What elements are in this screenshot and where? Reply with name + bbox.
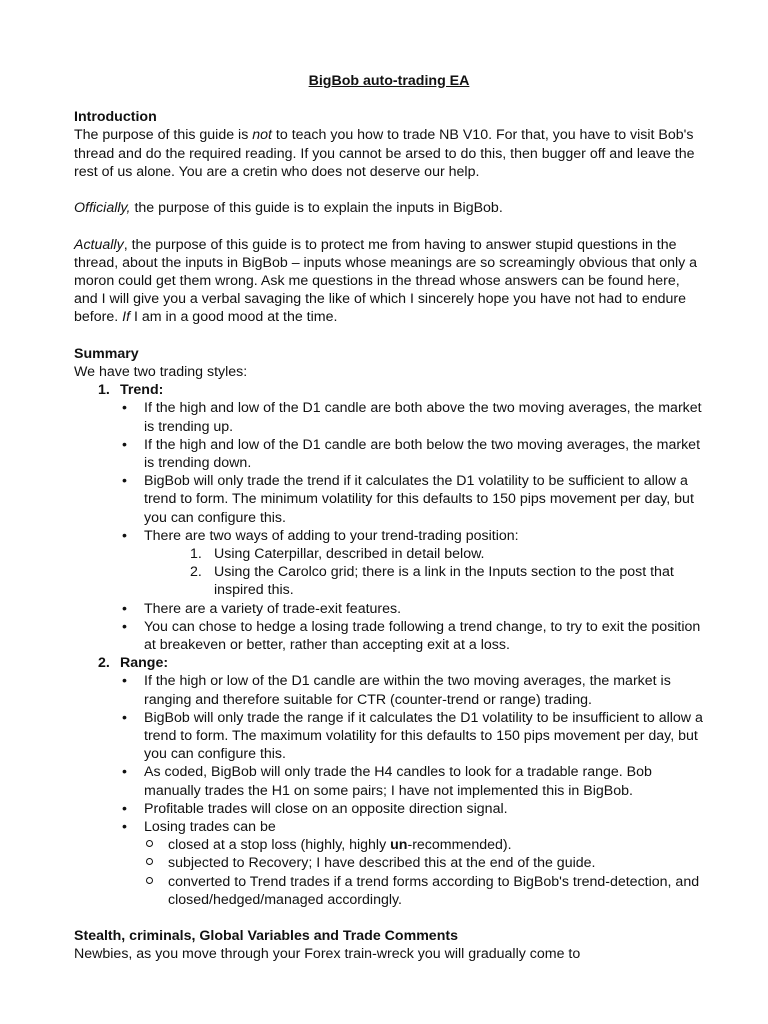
text-run: I am in a good mood at the time. (130, 309, 338, 326)
bullet-item (122, 472, 704, 527)
circle-bullet-icon (146, 858, 153, 865)
introduction-paragraph-3 (74, 236, 704, 327)
bullet-text: If the high and low of the D1 candle are both above the two moving averages, the market is trending up. (144, 400, 702, 435)
introduction-heading: Introduction (74, 109, 157, 126)
bullet-text: BigBob will only trade the range if it calculates the D1 volatility to be insufficient to allow a trend to form. The maximum volatility for this defaults to 150 pips movement per day, but you can configure this. (144, 709, 703, 763)
text-run: -recommended). (407, 837, 512, 854)
text-run: the purpose of this guide is to explain the inputs in BigBob. (130, 200, 503, 217)
bullet-glyph: • (122, 764, 127, 781)
circle-item (168, 854, 704, 872)
text-run: closed at a stop loss (highly, highly (168, 837, 391, 854)
circle-item (168, 836, 704, 854)
range-title: Range: (120, 655, 169, 672)
bullet-glyph: • (122, 673, 127, 690)
trading-styles-list (74, 381, 704, 909)
bullet-text: You can chose to hedge a losing trade following a trend change, to try to exit the position at breakeven or better, rather than accepting exit at a loss. (144, 618, 701, 654)
bullet-text: There are a variety of trade-exit features. (144, 600, 402, 617)
bullet-glyph: • (122, 473, 127, 490)
emphasis-text: Actually (74, 236, 124, 253)
summary-intro: We have two trading styles: (74, 364, 248, 380)
bullet-item (122, 436, 704, 472)
emphasis-text: Officially, (74, 200, 131, 217)
bullet-glyph: • (122, 709, 127, 726)
bullet-glyph: • (122, 400, 127, 417)
bullet-text: If the high and low of the D1 candle are both below the two moving averages, the market is trending down. (144, 436, 701, 472)
losing-trade-options (144, 836, 704, 909)
stealth-paragraph-1: Newbies, as you move through your Forex train-wreck you will gradually come to (74, 946, 581, 963)
trend-bullets (120, 399, 704, 654)
sub-list-item (190, 545, 704, 563)
range-bullets (120, 672, 704, 909)
introduction-paragraph-2 (74, 199, 704, 217)
sub-list-number: 1. (190, 546, 202, 563)
bullet-item (122, 527, 704, 600)
summary-heading: Summary (74, 345, 139, 362)
bullet-item (122, 763, 704, 799)
bullet-item (122, 672, 704, 708)
text-run: subjected to Recovery; I have described this at the end of the guide. (168, 855, 596, 872)
trend-title: Trend: (120, 382, 164, 399)
bullet-item (122, 600, 704, 618)
stealth-heading: Stealth, criminals, Global Variables and Trade Comments (74, 928, 458, 945)
bullet-text: If the high or low of the D1 candle are within the two moving averages, the market is ranging and therefore suitable for CTR (counter-trend or range) trading. (144, 673, 671, 708)
emphasis-text: If (122, 309, 131, 326)
bullet-glyph: • (122, 436, 127, 453)
sub-list-text: Using Caterpillar, described in detail below. (214, 546, 485, 563)
document-page (74, 72, 704, 964)
bullet-glyph: • (122, 800, 127, 817)
introduction-paragraph-1 (74, 126, 704, 181)
bullet-text: Profitable trades will close on an opposite direction signal. (144, 800, 508, 817)
list-number: 1. (98, 382, 110, 399)
text-run: , the purpose of this guide is to protect me from having to answer stupid questions in the thread, about the inputs in BigBob – inputs whose meanings are so screamingly obvious that only a moron could get them wrong. Ask me questions in the thread whose answers can be found here, and I will give you a verbal savaging the like of which I sincerely hope you have not had to endure before. (74, 236, 698, 326)
bullet-glyph: • (122, 819, 127, 836)
text-run: to teach you how to trade NB V10. For that, you have to visit Bob's thread and do the required reading. If you cannot be arsed to do this, then bugger off and leave the rest of us alone. You are a cretin who does not deserve our help. (74, 127, 695, 180)
bullet-item (122, 399, 704, 435)
adding-methods-list (144, 545, 704, 600)
list-number: 2. (98, 655, 110, 672)
sub-list-text: Using the Carolco grid; there is a link in the Inputs section to the post that inspired this. (214, 564, 674, 599)
text-run: converted to Trend trades if a trend forms according to BigBob's trend-detection, and closed/hedged/managed accordingly. (168, 873, 700, 908)
bullet-glyph: • (122, 527, 127, 544)
text-run: The purpose of this guide is (74, 127, 253, 144)
bullet-item (122, 618, 704, 654)
bullet-text: Losing trades can be (144, 819, 276, 836)
range-style-item (98, 654, 704, 909)
bullet-item (122, 818, 704, 909)
circle-bullet-icon (146, 840, 153, 847)
bullet-text: As coded, BigBob will only trade the H4 candles to look for a tradable range. Bob manually trades the H1 on some pairs; I have not implemented this in BigBob. (144, 764, 652, 799)
bullet-glyph: • (122, 618, 127, 635)
emphasis-text: not (252, 127, 272, 144)
sub-list-item (190, 563, 704, 599)
bullet-item (122, 800, 704, 818)
trend-style-item (98, 381, 704, 654)
bullet-text: There are two ways of adding to your trend-trading position: (144, 527, 519, 544)
bullet-glyph: • (122, 600, 127, 617)
circle-item (168, 873, 704, 909)
bold-text: un (390, 837, 408, 854)
bullet-text: BigBob will only trade the trend if it calculates the D1 volatility to be sufficient to allow a trend to form. The minimum volatility for this defaults to 150 pips movement per day, but you can configure this. (144, 473, 694, 526)
bullet-item (122, 709, 704, 764)
circle-bullet-icon (146, 877, 153, 884)
sub-list-number: 2. (190, 564, 202, 581)
document-title: BigBob auto-trading EA (308, 73, 470, 89)
